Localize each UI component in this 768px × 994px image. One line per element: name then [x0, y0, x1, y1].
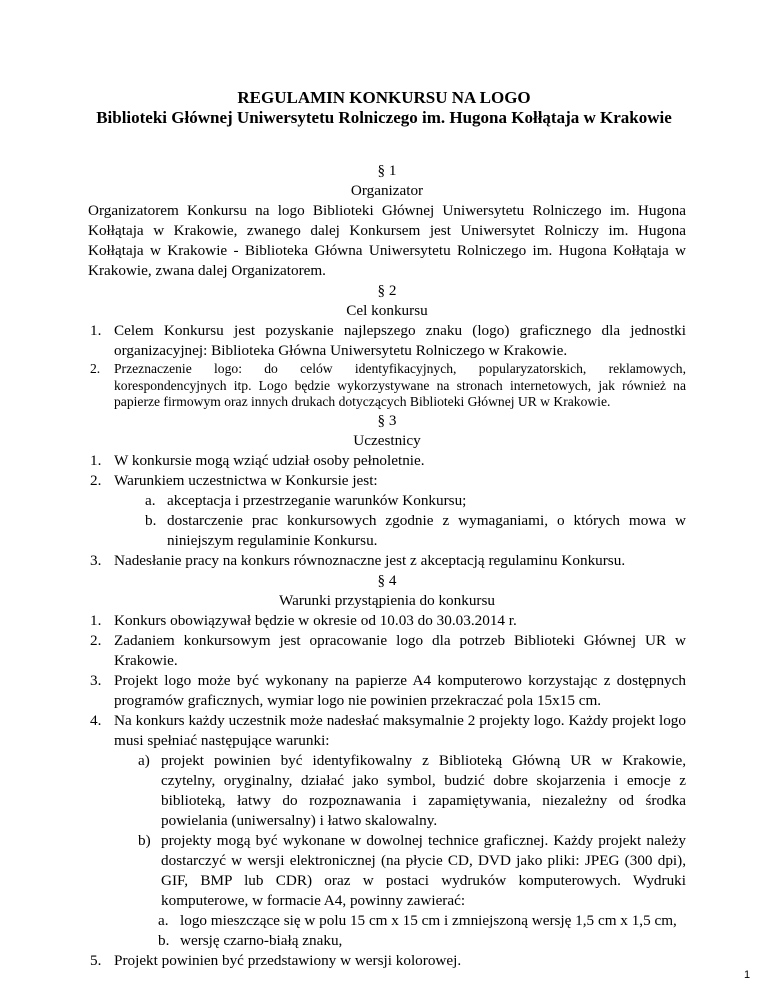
list-number: 2.	[90, 361, 101, 376]
nested-list-item	[158, 931, 686, 951]
section-4-mark: § 4	[377, 571, 397, 589]
list-text: Warunkiem uczestnictwa w Konkursie jest:	[114, 471, 378, 489]
list-text: Celem Konkursu jest pozyskanie najlepszego znaku (logo) graficznego dla jednostki organizacyjnej: Biblioteka Główna Uniwersytetu Rolniczego w Krakowie.	[114, 322, 686, 359]
list-item	[88, 551, 686, 571]
list-item	[88, 611, 686, 631]
sub-list-label: b.	[145, 511, 157, 529]
list-number: 3.	[90, 671, 102, 689]
document-body	[88, 161, 686, 971]
list-text: Nadesłanie pracy na konkurs równoznaczne jest z akceptacją regulaminu Konkursu.	[114, 551, 626, 569]
document-title	[95, 88, 673, 128]
list-number: 1.	[90, 451, 102, 469]
list-number: 1.	[90, 611, 102, 629]
section-3-mark: § 3	[377, 411, 397, 429]
sub-list-item	[138, 751, 686, 831]
section-2-heading: Cel konkursu	[346, 302, 428, 319]
list-text: Na konkurs każdy uczestnik może nadesłać maksymalnie 2 projekty logo. Każdy projekt logo musi spełniać następujące warunki:	[114, 711, 686, 749]
sub-list-text: akceptacja i przestrzeganie warunków Konkursu;	[167, 491, 467, 509]
sub-list-text: dostarczenie prac konkursowych zgodnie z wymaganiami, o których mowa w niniejszym regulaminie Konkursu.	[167, 511, 686, 549]
sub-list-label: b)	[138, 831, 151, 849]
section-2-mark: § 2	[377, 282, 397, 299]
nested-list-item	[158, 911, 686, 931]
list-number: 2.	[90, 471, 102, 489]
section-4-heading: Warunki przystąpienia do konkursu	[279, 591, 495, 609]
list-text: Przeznaczenie logo: do celów identyfikacyjnych, popularyzatorskich, reklamowych, korespondencyjnych itp. Logo będzie wykorzystywane na stronach internetowych, jak również na papierze firmowym oraz innych drukach dotyczących Biblioteki Głównej UR w Krakowie.	[114, 361, 686, 409]
title-line-1: REGULAMIN KONKURSU NA LOGO	[237, 88, 531, 107]
sub-list-item	[145, 511, 686, 551]
list-number: 2.	[90, 631, 102, 649]
list-number: 4.	[90, 711, 102, 729]
section-1-heading: Organizator	[350, 182, 424, 199]
section-1-mark: § 1	[377, 162, 397, 179]
list-item	[88, 631, 686, 671]
nested-list-label: a.	[158, 911, 169, 929]
sub-list-label: a)	[138, 751, 150, 769]
nested-list-label: b.	[158, 931, 170, 949]
list-text: Zadaniem konkursowym jest opracowanie logo dla potrzeb Biblioteki Głównej UR w Krakowie.	[114, 631, 686, 669]
list-text: Projekt powinien być przedstawiony w wersji kolorowej.	[114, 951, 462, 969]
list-item	[88, 671, 686, 711]
sub-list-label: a.	[145, 491, 156, 509]
sub-list-text: projekt powinien być identyfikowalny z Biblioteką Główną UR w Krakowie, czytelny, oryginalny, działać jako symbol, budzić dobre skojarzenia i emocje z biblioteką, łatwy do rozpoznawania i zapamiętywania, niezależny od środka powielania (uniwersalny) i łatwo skalowalny.	[161, 751, 686, 829]
list-number: 1.	[90, 322, 102, 339]
section-3-heading: Uczestnicy	[353, 431, 421, 449]
list-number: 5.	[90, 951, 102, 969]
sub-list-item	[145, 491, 686, 511]
list-item	[88, 361, 686, 411]
list-item	[88, 471, 686, 491]
page-number: 1	[744, 969, 751, 981]
list-item	[88, 711, 686, 751]
list-text: Projekt logo może być wykonany na papierze A4 komputerowo korzystając z dostępnych programów graficznych, wymiar logo nie powinien przekraczać pola 15x15 cm.	[114, 671, 686, 709]
sub-list-text: projekty mogą być wykonane w dowolnej technice graficznej. Każdy projekt należy dostarczyć w wersji elektronicznej (na płycie CD, DVD jako pliki: JPEG (300 dpi), GIF, BMP lub CDR) oraz w postaci wydruków komputerowych. Wydruki komputerowe, w formacie A4, powinny zawierać:	[161, 831, 686, 909]
list-number: 3.	[90, 551, 102, 569]
nested-list-text: logo mieszczące się w polu 15 cm x 15 cm i zmniejszoną wersję 1,5 cm x 1,5 cm,	[180, 911, 677, 929]
list-item	[88, 451, 686, 471]
section-1-paragraph: Organizatorem Konkursu na logo Biblioteki Głównej Uniwersytetu Rolniczego im. Hugona Kołłątaja w Krakowie, zwanego dalej Konkursem jest Uniwersytet Rolniczy im. Hugona Kołłątaja w Krakowie - Biblioteka Główna Uniwersytetu Rolniczego im. Hugona Kołłątaja w Krakowie, zwana dalej Organizatorem.	[88, 202, 686, 279]
sub-list-item	[138, 831, 686, 911]
list-text: W konkursie mogą wziąć udział osoby pełnoletnie.	[114, 451, 425, 469]
list-text: Konkurs obowiązywał będzie w okresie od 10.03 do 30.03.2014 r.	[114, 611, 517, 629]
list-item	[88, 321, 686, 361]
title-line-2: Biblioteki Głównej Uniwersytetu Rolniczego im. Hugona Kołłątaja w Krakowie	[96, 108, 672, 127]
nested-list-text: wersję czarno-białą znaku,	[180, 931, 343, 949]
list-item	[88, 951, 686, 971]
